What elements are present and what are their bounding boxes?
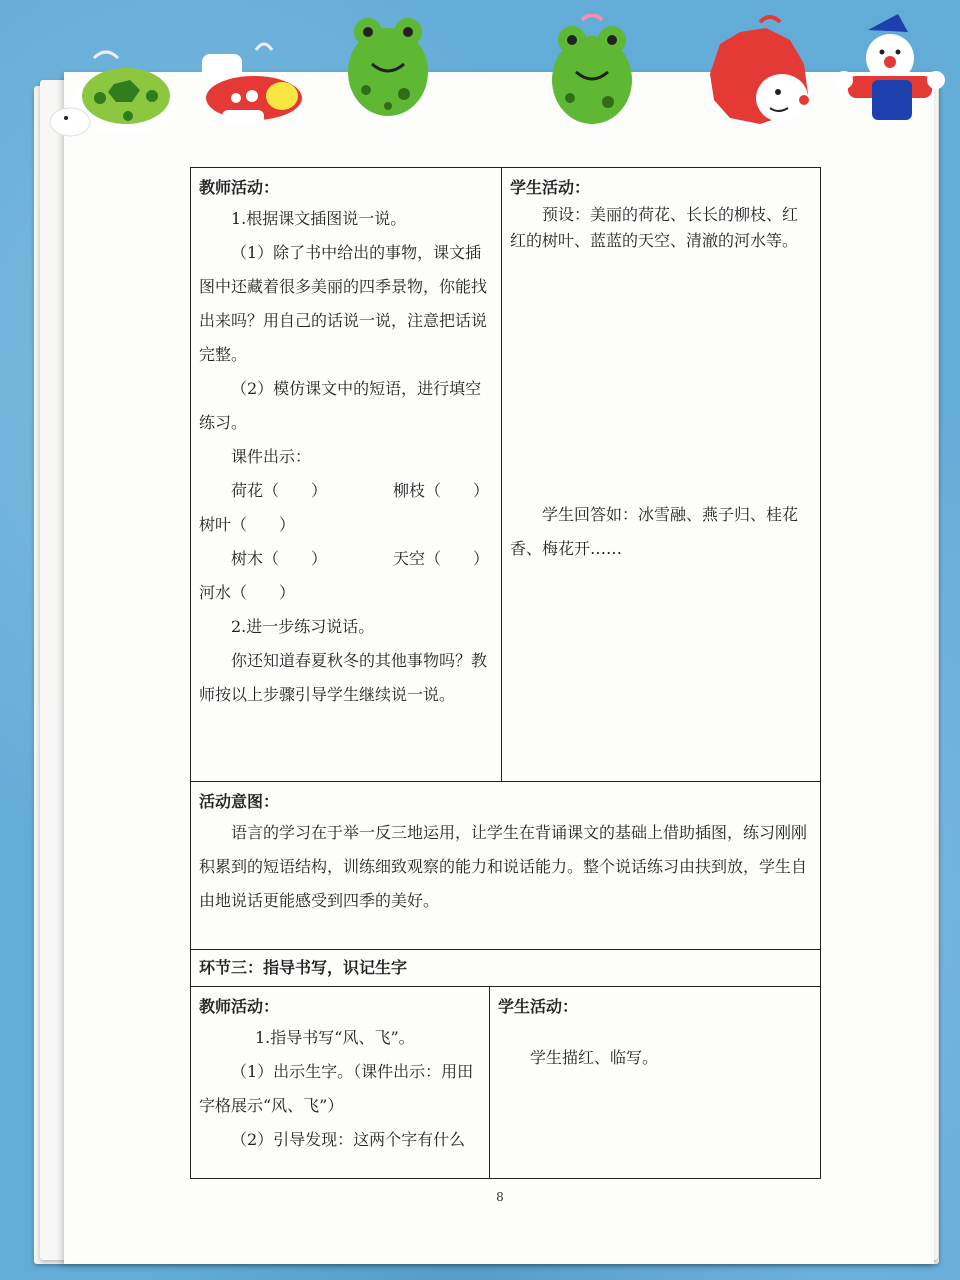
frog-clip-icon — [342, 10, 434, 128]
student-activity-cell — [490, 987, 821, 1179]
activity-intent-heading: 活动意图： — [199, 792, 280, 811]
teacher-step-1-1: （1）出示生字。（课件出示：用田字格展示“风、飞”） — [199, 1062, 474, 1115]
student-activity-heading: 学生活动： — [510, 178, 591, 197]
fill-item: 树木（ ） — [231, 549, 328, 568]
teacher-step-1: 1.根据课文插图说一说。 — [231, 209, 407, 228]
courseware-label: 课件出示： — [231, 447, 312, 466]
activity-table-2 — [190, 986, 821, 1179]
student-activity-heading: 学生活动： — [498, 997, 579, 1016]
student-preset-text: 预设：美丽的荷花、长长的柳枝、红红的树叶、蓝蓝的天空、清澈的河水等。 — [510, 205, 799, 250]
teacher-step-1-2: （2）引导发现：这两个字有什么 — [231, 1130, 466, 1149]
frog-clip-icon — [546, 14, 638, 132]
fill-row — [199, 576, 493, 610]
student-answer-text: 学生回答如：冰雪融、燕子归、桂花香、梅花开…… — [510, 505, 799, 558]
fill-row — [199, 542, 493, 576]
airplane-clip-icon — [192, 40, 322, 132]
fill-row — [199, 508, 493, 542]
turtle-clip-icon — [44, 44, 184, 142]
fill-row — [199, 474, 493, 508]
activity-table-1 — [190, 167, 821, 987]
activity-intent-cell — [191, 782, 821, 950]
fill-item: 河水（ ） — [199, 583, 296, 602]
teacher-activity-cell — [191, 168, 502, 782]
fill-item: 天空（ ） — [392, 549, 489, 568]
student-activity-text: 学生描红、临写。 — [530, 1048, 659, 1067]
teacher-step-1-1: （1）除了书中给出的事物，课文插图中还藏着很多美丽的四季景物，你能找出来吗？用自己的话说一说，注意把话说完整。 — [199, 243, 488, 364]
teacher-activity-cell — [191, 987, 490, 1179]
fill-item: 荷花（ ） — [231, 481, 328, 500]
section-3-heading: 环节三：指导书写，识记生字 — [191, 950, 821, 987]
teacher-step-2-text: 你还知道春夏秋冬的其他事物吗？教师按以上步骤引导学生继续说一说。 — [199, 651, 488, 704]
student-activity-cell — [502, 168, 821, 782]
teacher-step-1-2: （2）模仿课文中的短语，进行填空练习。 — [199, 379, 482, 432]
fill-item: 树叶（ ） — [199, 515, 296, 534]
lesson-plan-document — [190, 167, 821, 1179]
hedgehog-clip-icon — [700, 14, 820, 134]
teacher-activity-heading: 教师活动： — [199, 997, 280, 1016]
clown-clip-icon — [828, 10, 950, 130]
teacher-step-1: 1.指导书写“风、飞”。 — [255, 1028, 415, 1047]
teacher-activity-heading: 教师活动： — [199, 178, 280, 197]
activity-intent-text: 语言的学习在于举一反三地运用，让学生在背诵课文的基础上借助插图，练习刚刚积累到的短语结构，训练细致观察的能力和说话能力。整个说话练习由扶到放，学生自由地说话更能感受到四季的美好。 — [199, 823, 808, 910]
fill-item: 柳枝（ ） — [392, 481, 489, 500]
teacher-step-2: 2.进一步练习说话。 — [231, 617, 375, 636]
page-number: 8 — [496, 1190, 504, 1204]
